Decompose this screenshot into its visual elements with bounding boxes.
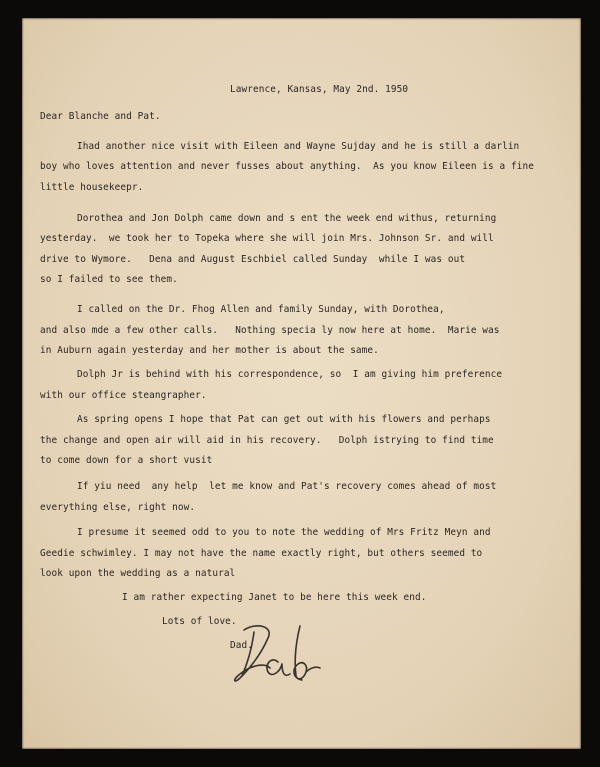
salutation: Dear Blanche and Pat. [40,111,161,122]
body-line: If yiu need any help let me know and Pat's recovery comes ahead of most [77,481,497,492]
handwritten-signature [230,618,340,698]
body-line: boy who loves attention and never fusses about anything. As you know Eileen is a fine [40,161,535,172]
body-line: I presume it seemed odd to you to note the wedding of Mrs Fritz Meyn and [77,527,491,538]
body-line: I called on the Dr. Fhog Allen and family Sunday, with Dorothea, [77,304,445,315]
sign-off: Dad. [230,640,253,651]
body-line: the change and open air will aid in his recovery. Dolph istrying to find time [40,435,494,446]
body-line: Ihad another nice visit with Eileen and Wayne Sujday and he is still a darlin [77,141,520,152]
letter-page [22,18,581,749]
body-line: look upon the wedding as a natural [40,568,236,579]
body-line: I am rather expecting Janet to be here this week end. [122,592,427,603]
body-line: and also mde a few other calls. Nothing specia ly now here at home. Marie was [40,325,500,336]
body-line: As spring opens I hope that Pat can get out with his flowers and perhaps [77,414,491,425]
body-line: in Auburn again yesterday and her mother is about the same. [40,345,379,356]
body-line: everything else, right now. [40,502,196,513]
body-line: yesterday. we took her to Topeka where she will join Mrs. Johnson Sr. and will [40,233,494,244]
closing: Lots of love. [162,616,237,627]
body-line: so I failed to see them. [40,274,178,285]
dateline: Lawrence, Kansas, May 2nd. 1950 [230,84,409,95]
body-line: to come down for a short vusit [40,455,213,466]
body-line: little housekeepr. [40,182,144,193]
body-line: with our office steangrapher. [40,390,207,401]
body-line: drive to Wymore. Dena and August Eschbiel called Sunday while I was out [40,254,466,265]
body-line: Dorothea and Jon Dolph came down and s ent the week end withus, returning [77,213,497,224]
body-line: Dolph Jr is behind with his correspondence, so I am giving him preference [77,369,503,380]
body-line: Geedie schwimley. I may not have the name exactly right, but others seemed to [40,548,483,559]
